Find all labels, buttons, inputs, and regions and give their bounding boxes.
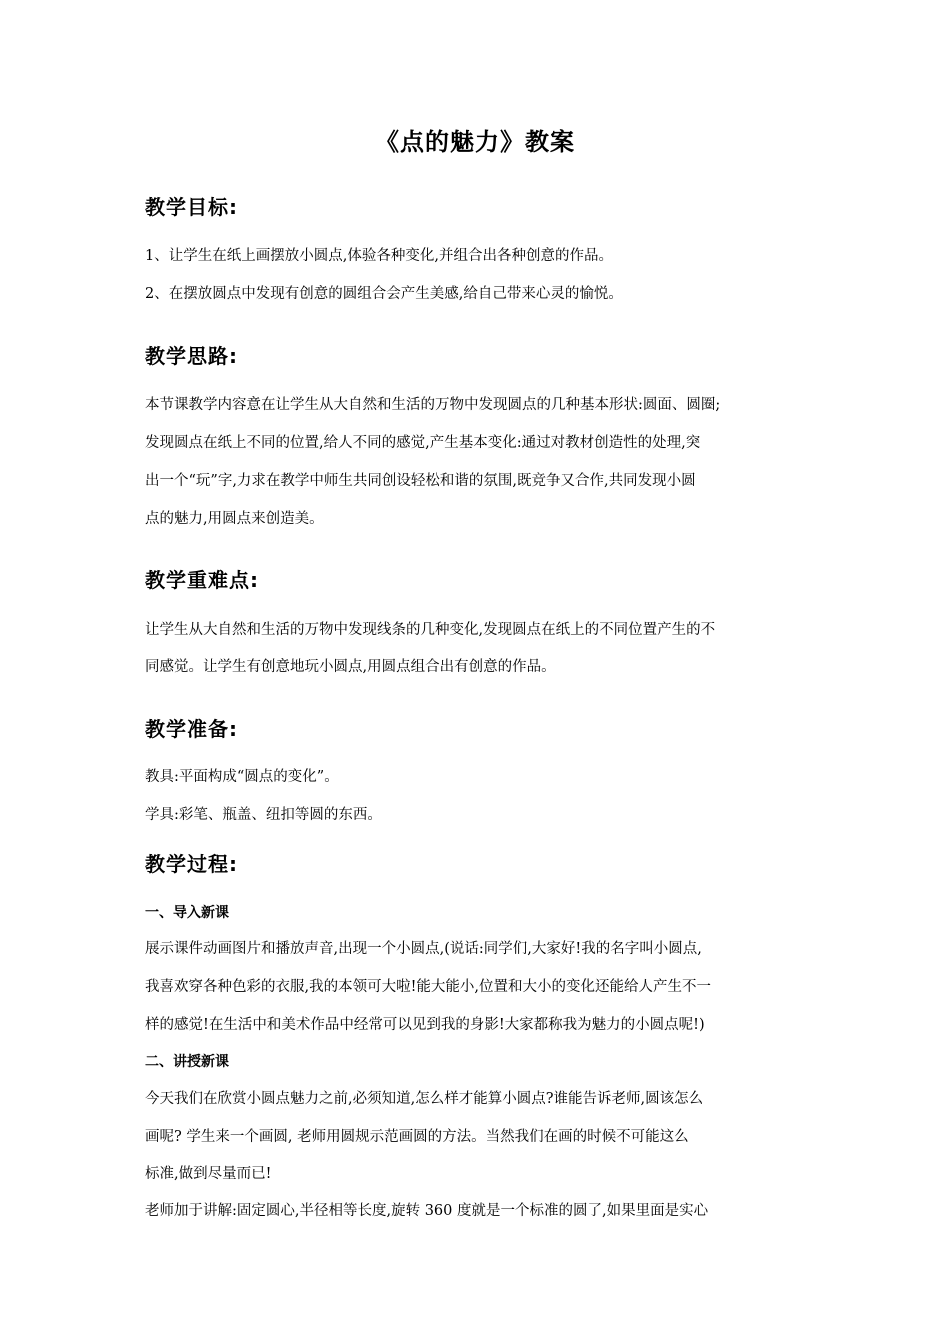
process-part2-line: 标准,做到尽量而已! xyxy=(145,1166,272,1182)
approach-line: 点的魅力,用圆点来创造美。 xyxy=(145,511,324,527)
approach-line: 发现圆点在纸上不同的位置,给人不同的感觉,产生基本变化:通过对教材创造性的处理,突 xyxy=(145,435,701,451)
key-points-line: 让学生从大自然和生活的万物中发现线条的几种变化,发现圆点在纸上的不同位置产生的不 xyxy=(145,622,716,638)
approach-heading: 教学思路: xyxy=(145,344,238,368)
preparation-heading: 教学准备: xyxy=(145,717,238,741)
approach-line: 出一个“玩”字,力求在教学中师生共同创设轻松和谐的氛围,既竞争又合作,共同发现小圆 xyxy=(145,473,696,489)
process-heading: 教学过程: xyxy=(145,852,238,876)
process-part1-line: 展示课件动画图片和播放声音,出现一个小圆点,(说话:同学们,大家好!我的名字叫小圆点, xyxy=(145,941,702,957)
process-part1-heading: 一、导入新课 xyxy=(145,905,229,921)
preparation-line: 教具:平面构成“圆点的变化”。 xyxy=(145,769,339,785)
process-part2-line: 画呢? 学生来一个画圆, 老师用圆规示范画圆的方法。当然我们在画的时候不可能这么 xyxy=(145,1129,689,1145)
process-part1-line: 我喜欢穿各种色彩的衣服,我的本领可大啦!能大能小,位置和大小的变化还能给人产生不一 xyxy=(145,979,712,995)
objectives-heading: 教学目标: xyxy=(145,195,238,219)
objective-item: 1、让学生在纸上画摆放小圆点,体验各种变化,并组合出各种创意的作品。 xyxy=(145,248,613,264)
process-part2-heading: 二、讲授新课 xyxy=(145,1054,229,1070)
process-part1-line: 样的感觉!在生活中和美术作品中经常可以见到我的身影!大家都称我为魅力的小圆点呢!) xyxy=(145,1017,705,1033)
preparation-line: 学具:彩笔、瓶盖、纽扣等圆的东西。 xyxy=(145,807,382,823)
approach-line: 本节课教学内容意在让学生从大自然和生活的万物中发现圆点的几种基本形状:圆面、圆圈; xyxy=(145,397,721,413)
document-title: 《点的魅力》教案 xyxy=(375,128,575,156)
process-part2-line: 今天我们在欣赏小圆点魅力之前,必须知道,怎么样才能算小圆点?谁能告诉老师,圆该怎么 xyxy=(145,1091,704,1107)
objective-item: 2、在摆放圆点中发现有创意的圆组合会产生美感,给自己带来心灵的愉悦。 xyxy=(145,286,623,302)
key-points-line: 同感觉。让学生有创意地玩小圆点,用圆点组合出有创意的作品。 xyxy=(145,659,556,675)
process-part2-line: 老师加于讲解:固定圆心,半径相等长度,旋转 360 度就是一个标准的圆了,如果里面是实心 xyxy=(145,1203,709,1219)
key-points-heading: 教学重难点: xyxy=(145,568,259,592)
